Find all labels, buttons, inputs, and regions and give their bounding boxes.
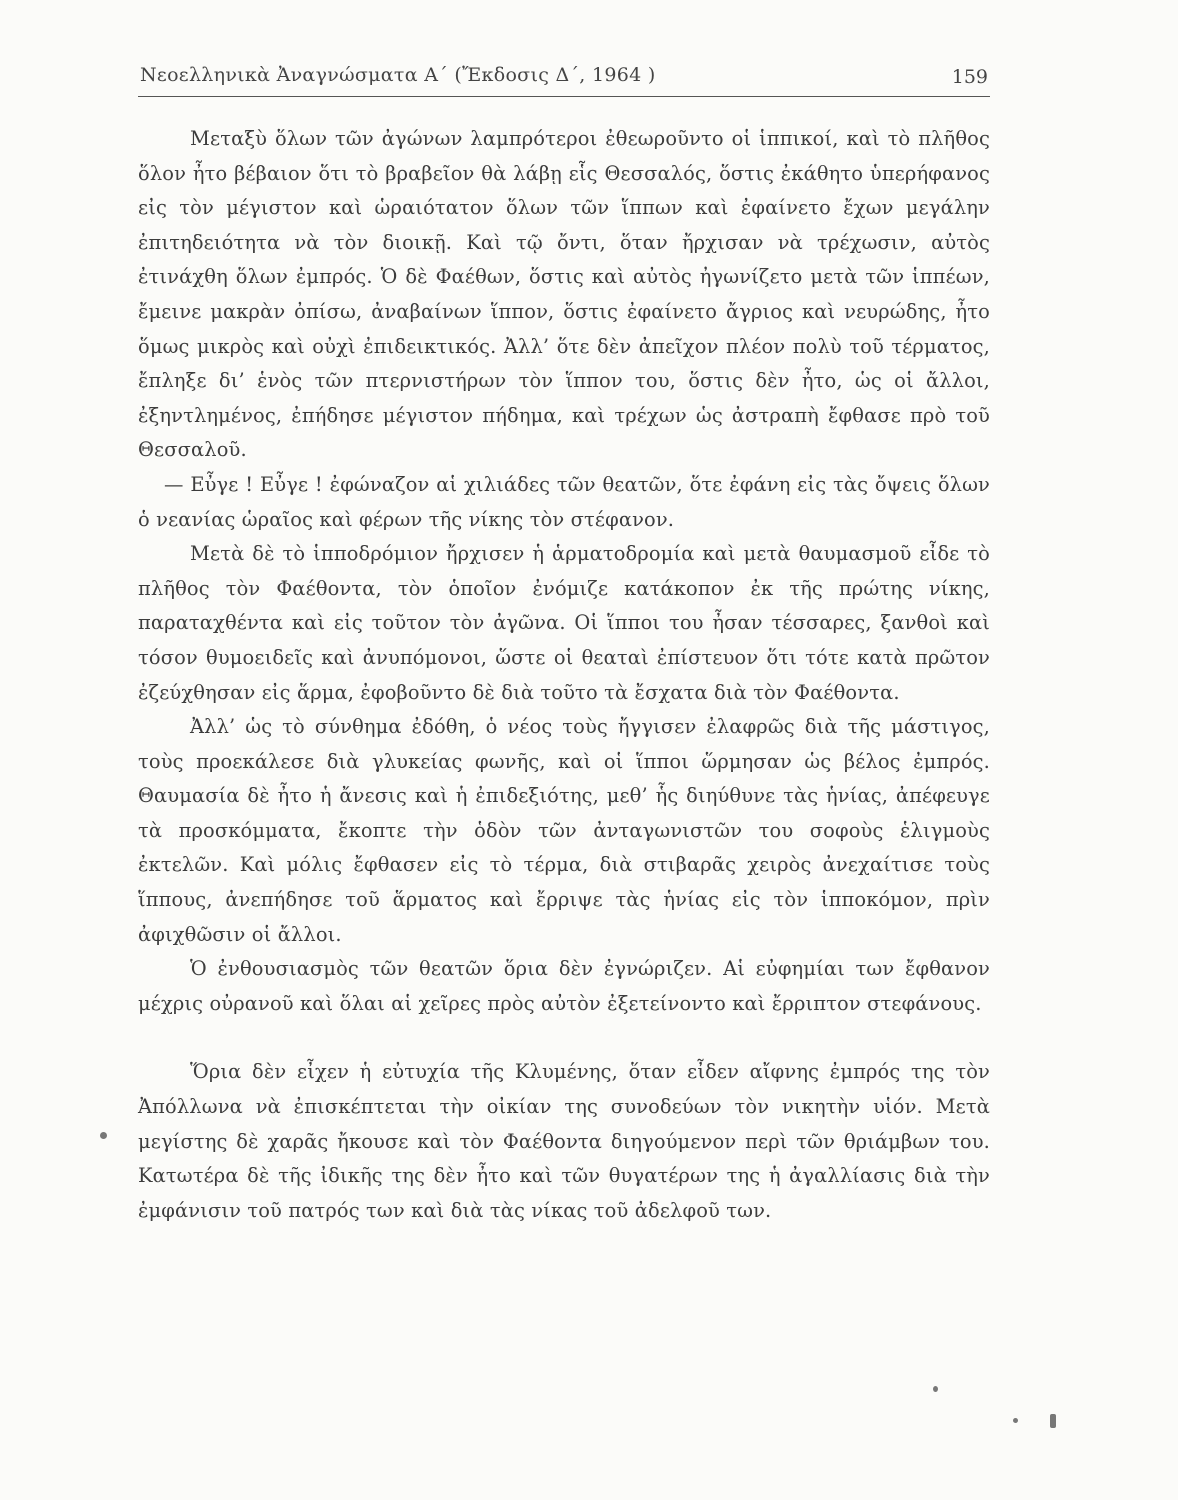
page-number: 159 bbox=[951, 66, 988, 88]
paragraph-5: Ὁ ἐνθουσιασμὸς τῶν θεατῶν ὅρια δὲν ἐγνώριζεν. Αἱ εὐφημίαι των ἔφθανον μέχρις οὐρανοῦ καὶ ὅλαι αἱ χεῖρες πρὸς αὐτὸν ἐξετείνοντο καὶ ἔρριπτον στεφάνους. bbox=[138, 957, 990, 1015]
scan-speck bbox=[933, 1386, 938, 1392]
paragraph-3: Μετὰ δὲ τὸ ἱπποδρόμιον ἤρχισεν ἡ ἁρματοδρομία καὶ μετὰ θαυμασμοῦ εἶδε τὸ πλῆθος τὸν Φαέθοντα, τὸν ὁποῖον ἐνόμιζε κατάκοπον ἐκ τῆς πρώτης νίκης, παραταχθέντα καὶ εἰς τοῦτον τὸν ἀγῶνα. Οἱ ἵπποι του ἦσαν τέσσαρες, ξανθοὶ καὶ τόσον θυμοειδεῖς καὶ ἀνυπόμονοι, ὥστε οἱ θεαταὶ ἐπίστευον ὅτι τότε κατὰ πρῶτον ἐζεύχθησαν εἰς ἅρμα, ἐφοβοῦντο δὲ διὰ τοῦτο τὰ ἔσχατα διὰ τὸν Φαέθοντα. bbox=[138, 542, 990, 704]
paragraph-4: Ἀλλ’ ὡς τὸ σύνθημα ἐδόθη, ὁ νέος τοὺς ἤγγισεν ἐλαφρῶς διὰ τῆς μάστιγος, τοὺς προεκάλεσε διὰ γλυκείας φωνῆς, καὶ οἱ ἵπποι ὥρμησαν ὡς βέλος ἐμπρός. Θαυμασία δὲ ἦτο ἡ ἄνεσις καὶ ἡ ἐπιδεξιότης, μεθ’ ἧς διηύθυνε τὰς ἡνίας, ἀπέφευγε τὰ προσκόμματα, ἔκοπτε τὴν ὁδὸν τῶν ἀνταγωνιστῶν του σοφοὺς ἑλιγμοὺς ἐκτελῶν. Καὶ μόλις ἔφθασεν εἰς τὸ τέρμα, διὰ στιβαρᾶς χειρὸς ἀνεχαίτισε τοὺς ἵππους, ἀνεπήδησε τοῦ ἅρματος καὶ ἔρριψε τὰς ἡνίας εἰς τὸν ἱπποκόμον, πρὶν ἀφιχθῶσιν οἱ ἄλλοι. bbox=[138, 715, 990, 946]
scan-speck bbox=[1050, 1414, 1056, 1428]
scan-speck bbox=[100, 1132, 107, 1139]
paragraph-6: Ὅρια δὲν εἶχεν ἡ εὐτυχία τῆς Κλυμένης, ὅταν εἶδεν αἴφνης ἐμπρός της τὸν Ἀπόλλωνα νὰ ἐπισκέπτεται τὴν οἰκίαν της συνοδεύων τὸν νικητὴν υἱόν. Μετὰ μεγίστης δὲ χαρᾶς ἤκουσε καὶ τὸν Φαέθοντα διηγούμενον περὶ τῶν θριάμβων του. Κατωτέρα δὲ τῆς ἰδικῆς της δὲν ἦτο καὶ τῶν θυγατέρων της ἡ ἀγαλλίασις διὰ τὴν ἐμφάνισιν τοῦ πατρός των καὶ διὰ τὰς νίκας τοῦ ἀδελφοῦ των. bbox=[138, 1060, 990, 1222]
running-title: Νεοελληνικὰ Ἀναγνώσματα Α΄ (Ἔκδοσις Δ΄, 1964 ) bbox=[140, 64, 656, 86]
scan-speck bbox=[1013, 1418, 1018, 1423]
page-header bbox=[138, 62, 990, 97]
body-text bbox=[138, 122, 990, 1228]
paragraph-2: — Εὖγε ! Εὖγε ! ἐφώναζον αἱ χιλιάδες τῶν θεατῶν, ὅτε ἐφάνη εἰς τὰς ὄψεις ὅλων ὁ νεανίας ὡραῖος καὶ φέρων τῆς νίκης τὸν στέφανον. bbox=[138, 472, 990, 531]
paragraph-1: Μεταξὺ ὅλων τῶν ἀγώνων λαμπρότεροι ἐθεωροῦντο οἱ ἱππικοί, καὶ τὸ πλῆθος ὅλον ἦτο βέβαιον ὅτι τὸ βραβεῖον θὰ λάβῃ εἷς Θεσσαλός, ὅστις ἐκάθητο ὑπερήφανος εἰς τὸν μέγιστον καὶ ὡραιότατον ὅλων τῶν ἵππων καὶ ἐφαίνετο ἔχων μεγάλην ἐπιτηδειότητα νὰ τὸν διοικῇ. Καὶ τῷ ὄντι, ὅταν ἤρχισαν νὰ τρέχωσιν, αὐτὸς ἐτινάχθη ὅλων ἐμπρός. Ὁ δὲ Φαέθων, ὅστις καὶ αὐτὸς ἠγωνίζετο μετὰ τῶν ἱππέων, ἔμεινε μακρὰν ὀπίσω, ἀναβαίνων ἵππον, ὅστις ἐφαίνετο ἄγριος καὶ νευρώδης, ἦτο ὅμως μικρὸς καὶ οὐχὶ ἐπιδεικτικός. Ἀλλ’ ὅτε δὲν ἀπεῖχον πλέον πολὺ τοῦ τέρματος, ἔπληξε δι’ ἑνὸς τῶν πτερνιστήρων τὸν ἵππον του, ὅστις δὲν ἦτο, ὡς οἱ ἄλλοι, ἐξηντλημένος, ἐπήδησε μέγιστον πήδημα, καὶ τρέχων ὡς ἀστραπὴ ἔφθασε πρὸ τοῦ Θεσσαλοῦ. bbox=[138, 127, 990, 462]
